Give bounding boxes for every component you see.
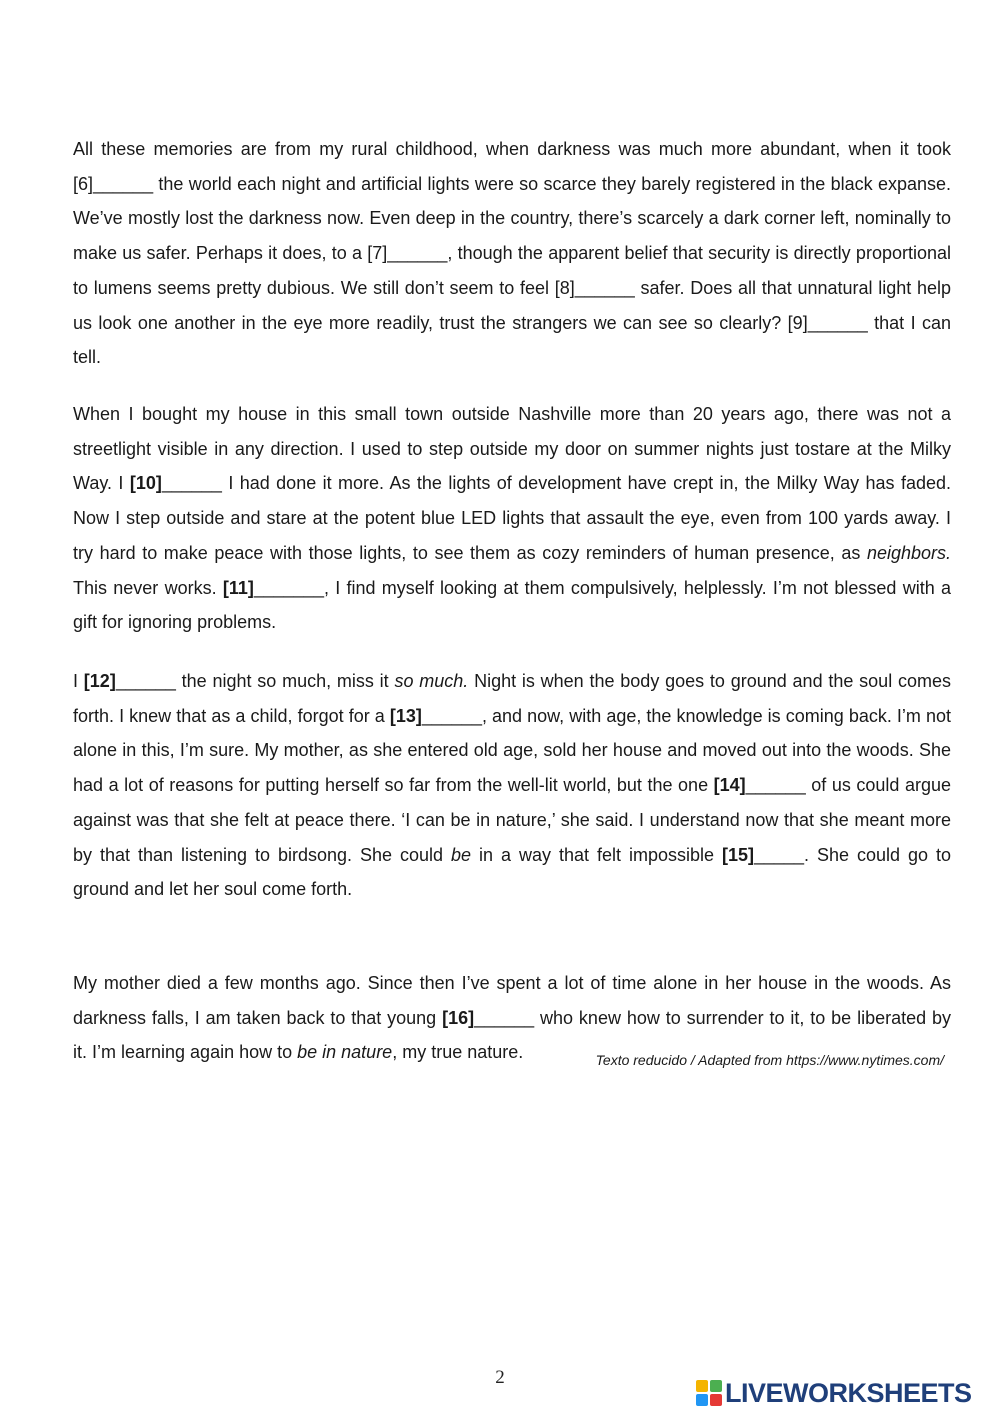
- paragraph-text: All these memories are from my rural childhood, when darkness was much more abundant, when it took [6]______ the world each night and artificial lights were so scarce they barely registered in the black expanse. We’ve mostly lost the darkness now. Even deep in the country, there’s scarcely a dark corner left, nominally to make us safer. Perhaps it does, to a [7]______, though the apparent belief that security is directly proportional to lumens seems pretty dubious. We still don’t seem to feel [8]______ safer. Does all that unnatural light help us look one another in the eye more readily, trust the strangers we can see so clearly? [9]______ that I can tell.: [73, 139, 951, 368]
- paragraph-text: , my true nature.: [392, 1042, 524, 1063]
- paragraph-text: ______ the night so much, miss it: [115, 671, 395, 691]
- gap-number: [15]: [721, 844, 754, 865]
- emphasis-text: be: [451, 844, 472, 865]
- page-number: 2: [495, 1367, 505, 1388]
- gap-number: [10]: [129, 473, 162, 494]
- paragraph-text: When I bought my house in this small town outside Nashville more than 20 years ago, there was not a streetlight visible in any direction. I used to step outside my door on summer nights just tostare at the Milky Way. I: [73, 404, 951, 494]
- gap-number: [11]: [222, 577, 254, 598]
- emphasis-text: so much.: [394, 671, 469, 691]
- brand-name: LIVEWORKSHEETS: [725, 1377, 972, 1408]
- paragraph-text: I: [73, 671, 84, 691]
- gap-number: [14]: [713, 775, 746, 796]
- liveworksheets-logo-icon: [696, 1380, 722, 1406]
- gap-number: [13]: [389, 705, 422, 726]
- paragraph-text: ______ I had done it more. As the lights of development have crept in, the Milky Way has faded. Now I step outside and stare at the potent blue LED lights that assault the eye, even from 100 yards away. I try hard to make peace with those lights, to see them as cozy reminders of human presence, as: [73, 473, 952, 563]
- source-note: Texto reducido / Adapted from https://www.nytimes.com/: [595, 1052, 944, 1068]
- gap-number: [12]: [83, 671, 116, 691]
- paragraph-text: _____. She could go to ground and let her soul come forth.: [73, 844, 952, 900]
- paragraph-text: ______, and now, with age, the knowledge is coming back. I’m not alone in this, I’m sure. My mother, as she entered old age, sold her house and moved out into the woods. She had a lot of reasons for putting herself so far from the well-lit world, but the one: [73, 705, 951, 796]
- paragraph-2: [73, 397, 951, 640]
- paragraph-text: ______ who knew how to surrender to it, to be liberated by it. I’m learning again how to: [73, 1007, 951, 1063]
- gap-number: [16]: [442, 1007, 475, 1028]
- emphasis-text: neighbors.: [866, 542, 951, 563]
- emphasis-text: be in nature: [297, 1042, 393, 1063]
- paragraph-text: This never works.: [73, 577, 223, 598]
- paragraph-text: ______ of us could argue against was that she felt at peace there. ‘I can be in nature,’ she said. I understand now that she meant more by that than listening to birdsong. She could: [73, 775, 951, 865]
- paragraph-text: in a way that felt impossible: [471, 844, 722, 865]
- paragraph-text: _______, I find myself looking at them compulsively, helplessly. I’m not blessed with a gift for ignoring problems.: [73, 577, 951, 633]
- liveworksheets-logo[interactable]: [696, 1376, 972, 1410]
- paragraph-text: Night is when the body goes to ground and the soul comes forth. I knew that as a child, forgot for a: [73, 671, 951, 726]
- paragraph-text: My mother died a few months ago. Since then I’ve spent a lot of time alone in her house in the woods. As darkness falls, I am taken back to that young: [73, 973, 951, 1028]
- paragraph-1: [73, 132, 951, 375]
- paragraph-3: [73, 664, 951, 907]
